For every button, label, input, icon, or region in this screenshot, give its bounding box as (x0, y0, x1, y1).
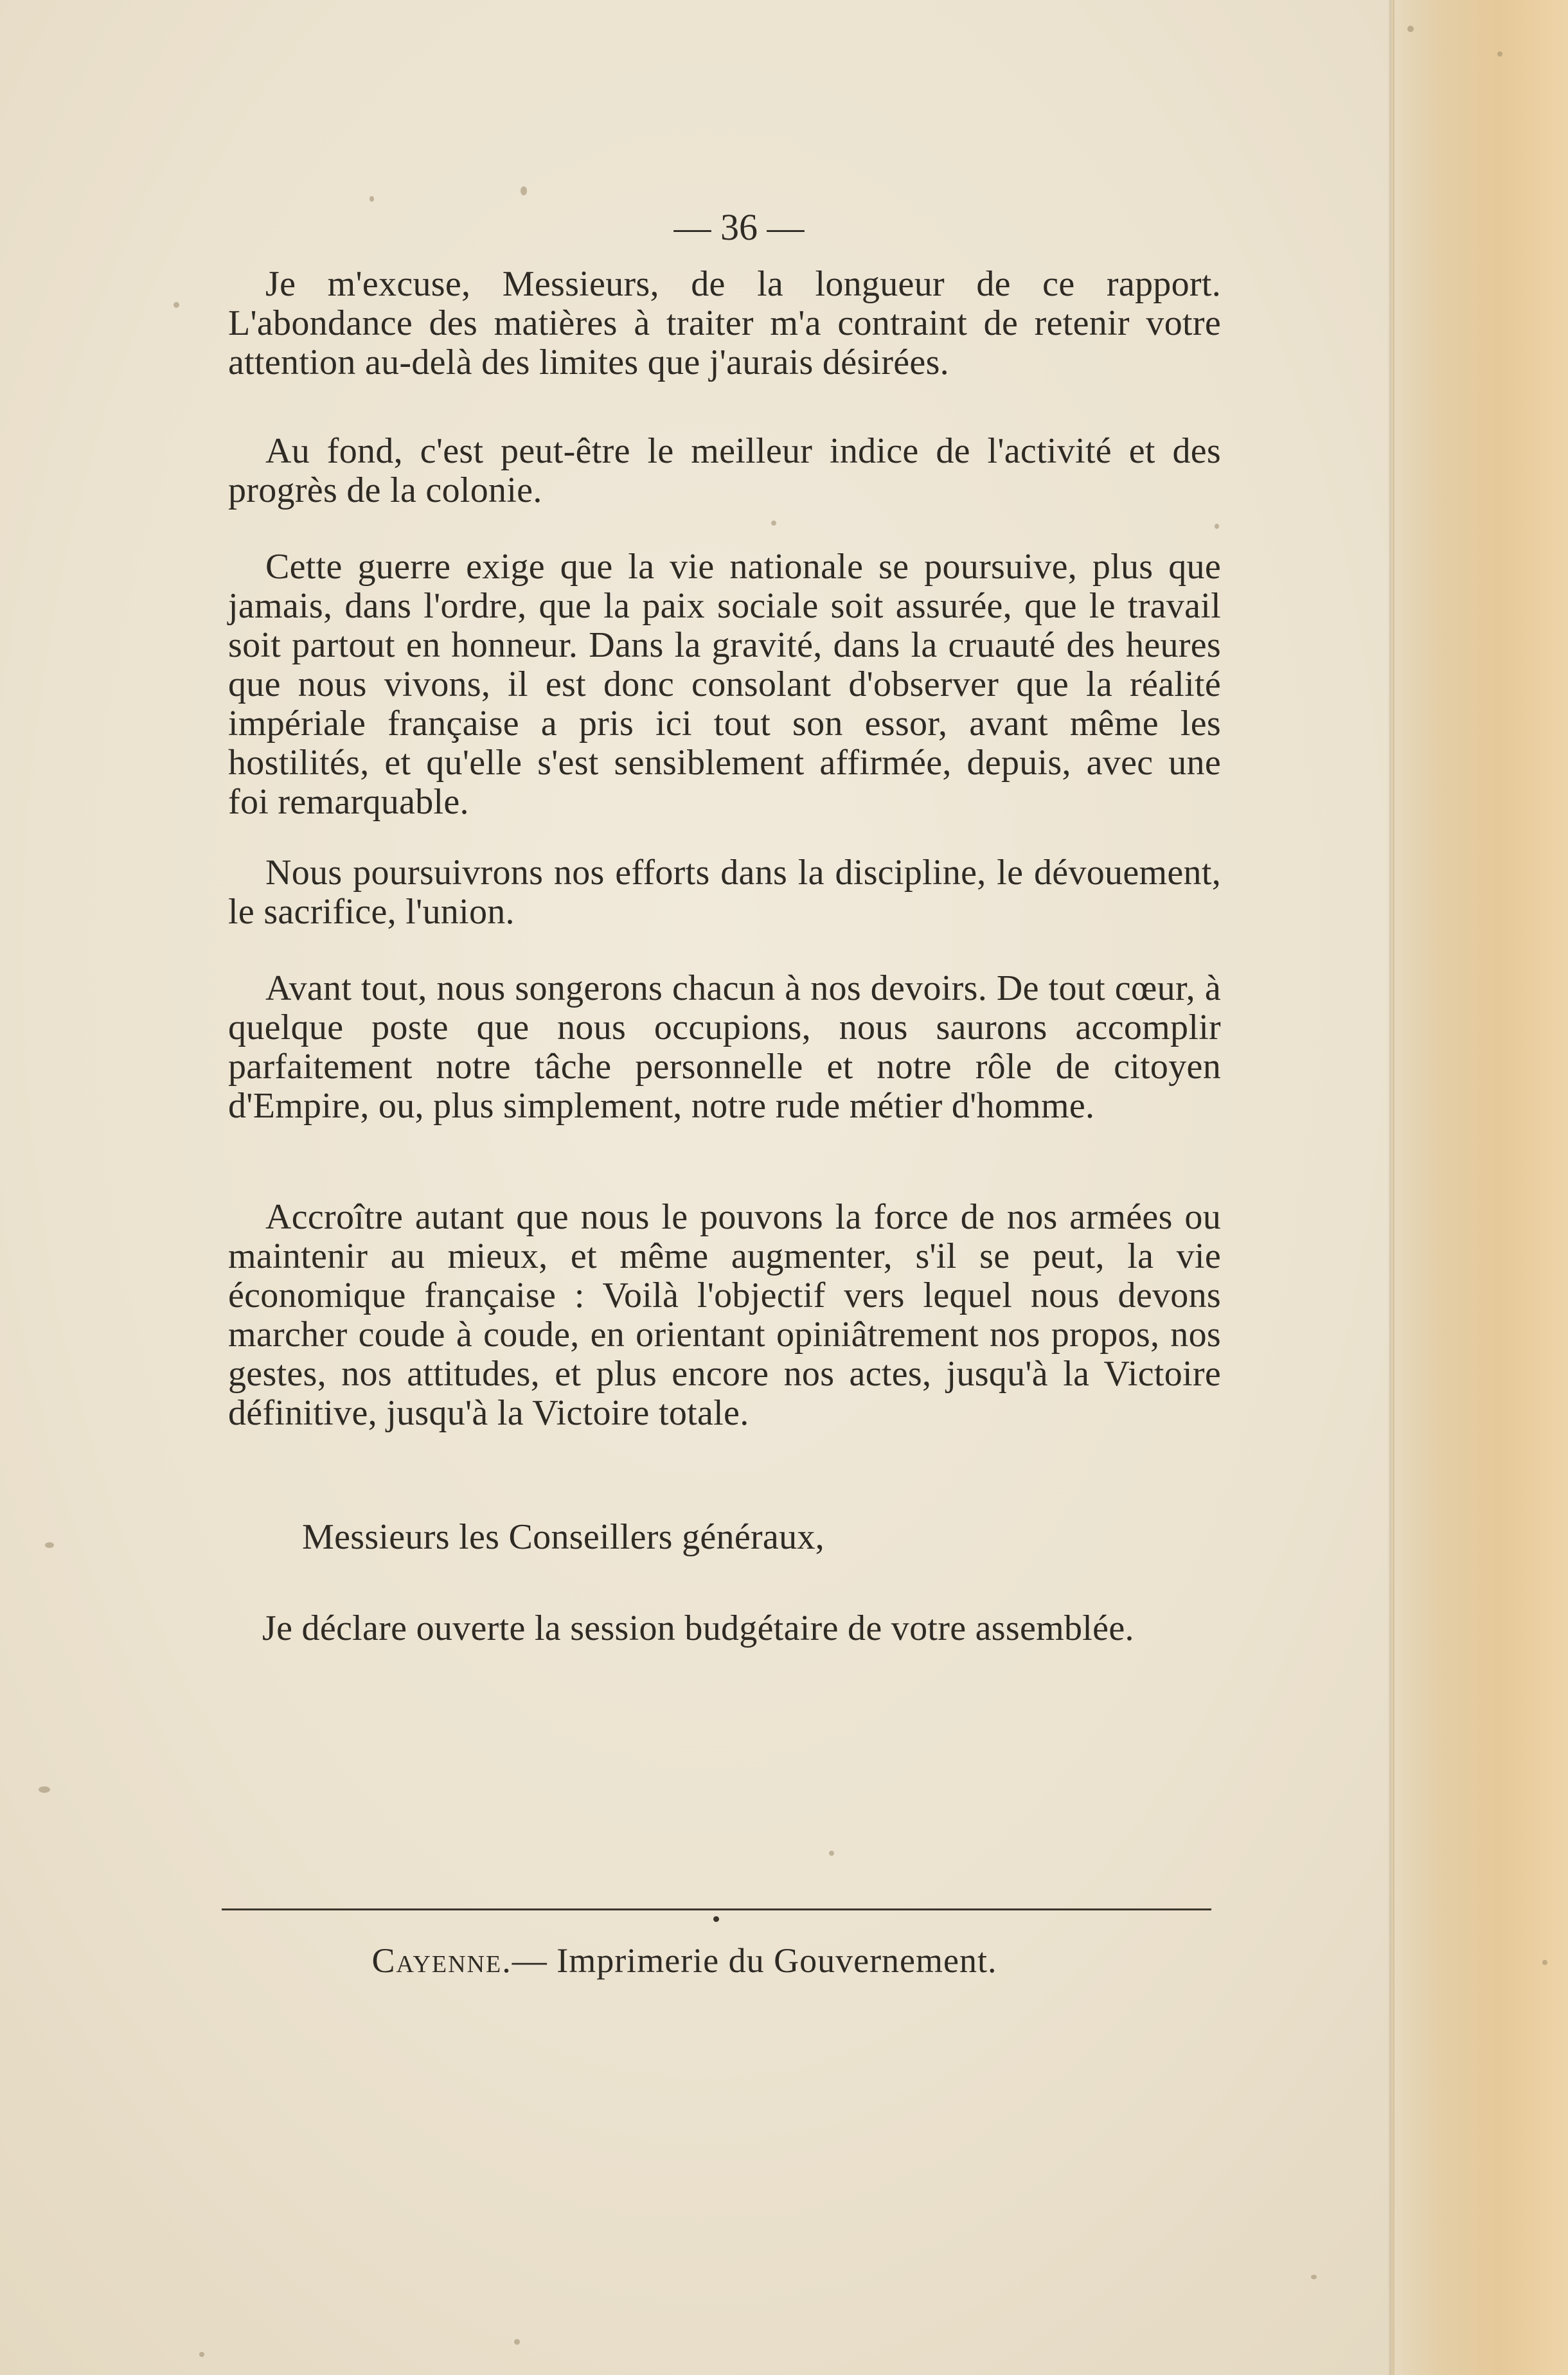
paper-speck (1407, 26, 1414, 32)
closing-declaration: Je déclare ouverte la session budgétaire de votre assemblée. (262, 1608, 1134, 1648)
paper-edge (1393, 0, 1568, 2375)
paragraph-2: Au fond, c'est peut-être le meilleur indice de l'activité et des progrès de la colonie. (228, 431, 1221, 510)
paragraph-4: Nous poursuivrons nos efforts dans la discipline, le dévouement, le sacrifice, l'union. (228, 853, 1221, 932)
paper-speck (45, 1542, 54, 1548)
fold-line (1388, 0, 1393, 2375)
paper-speck (1311, 2275, 1317, 2279)
paper-speck (521, 186, 527, 195)
paragraph-5: Avant tout, nous songerons chacun à nos devoirs. De tout cœur, à quelque poste que nous occupions, nous saurons accomplir parfaitement notre tâche personnelle et notre rôle de citoyen d'Empire, ou, plus simplement, notre rude métier d'homme. (228, 968, 1221, 1126)
paper-speck (1215, 524, 1219, 529)
paragraph-6: Accroître autant que nous le pouvons la force de nos armées ou maintenir au mieux, et même augmenter, s'il se peut, la vie économique française : Voilà l'objectif vers lequel nous devons marcher coude à coude, en orientant opiniâtrement nos propos, nos gestes, nos attitudes, et plus encore nos actes, jusqu'à la Victoire définitive, jusqu'à la Victoire totale. (228, 1197, 1221, 1433)
imprint-separator: — (512, 1941, 548, 1980)
printer-imprint (0, 1941, 1468, 1980)
paper-speck (1542, 1960, 1547, 1965)
footer-rule-ornament (713, 1916, 719, 1922)
paper-speck (199, 2352, 204, 2357)
paragraph-3: Cette guerre exige que la vie nationale se poursuive, plus que jamais, dans l'ordre, que la paix sociale soit assurée, que le travail soit partout en honneur. Dans la gravité, dans la cruauté des heures que nous vivons, il est donc consolant d'observer que la réalité impériale française a pris ici tout son essor, avant même les hostilités, et qu'elle s'est sensiblement affirmée, depuis, avec une foi remarquable. (228, 547, 1221, 822)
paragraph-1: Je m'excuse, Messieurs, de la longueur de ce rapport. L'abondance des matières à traiter m'a contraint de retenir votre attention au-delà des limites que j'aurais désirées. (228, 264, 1221, 382)
paper-speck (174, 302, 179, 308)
paper-speck (829, 1851, 834, 1856)
closing-salutation: Messieurs les Conseillers généraux, (302, 1517, 824, 1557)
paper-speck (1497, 51, 1502, 57)
imprint-city: Cayenne. (371, 1941, 512, 1980)
paper-speck (514, 2339, 520, 2345)
paper-speck (771, 520, 776, 526)
paper-speck (39, 1786, 50, 1793)
paper-speck (370, 196, 374, 202)
page-number: — 36 — (673, 206, 805, 248)
imprint-printer: Imprimerie du Gouvernement. (547, 1941, 997, 1980)
footer-rule (222, 1908, 1211, 1910)
